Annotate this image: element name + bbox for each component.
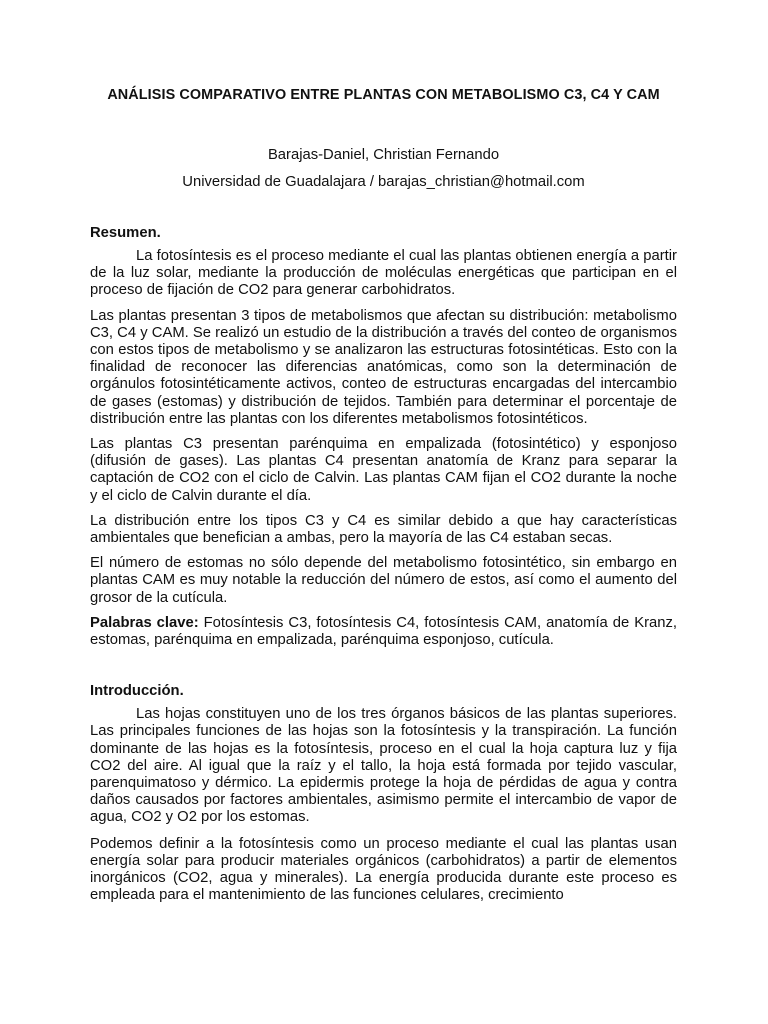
keywords-text: Fotosíntesis C3, fotosíntesis C4, fotosíntesis CAM, anatomía de Kranz, estomas, parénquima en empalizada, parénquima esponjoso, cutícula. (90, 614, 677, 649)
introduccion-section (90, 682, 677, 904)
resumen-paragraph: Las plantas C3 presentan parénquima en empalizada (fotosintético) y esponjoso (difusión de gases). Las plantas C4 presentan anatomía de Kranz para separar la captación de CO2 con el ciclo de Calvin. Las plantas CAM fijan el CO2 durante la noche y el ciclo de Calvin durante el día. (90, 436, 677, 504)
resumen-paragraph: La fotosíntesis es el proceso mediante el cual las plantas obtienen energía a partir de la luz solar, mediante la producción de moléculas energéticas que participan en el proceso de fijación de CO2 para generar carbohidratos. (90, 248, 677, 299)
resumen-paragraph: Las plantas presentan 3 tipos de metabolismos que afectan su distribución: metabolismo C3, C4 y CAM. Se realizó un estudio de la distribución a través del conteo de organismos con estos tipos de metabolismo y se analizaron las estructuras fotosintéticas. Esto con la finalidad de reconocer las diferencias anatómicas, como son la determinación de orgánulos fotosintéticamente activos, conteo de estructuras encargadas del intercambio de gases (estomas) y distribución de tejidos. También para determinar el porcentaje de distribución entre las plantas con los diferentes metabolismos fotosintéticos. (90, 307, 677, 427)
author-line: Barajas-Daniel, Christian Fernando (267, 147, 500, 163)
paper-title: ANÁLISIS COMPARATIVO ENTRE PLANTAS CON METABOLISMO C3, C4 Y CAM (107, 87, 660, 103)
resumen-paragraph: El número de estomas no sólo depende del metabolismo fotosintético, sin embargo en plantas CAM es muy notable la reducción del número de estos, así como el aumento del grosor de la cutícula. (90, 555, 677, 606)
introduccion-paragraph: Las hojas constituyen uno de los tres órganos básicos de las plantas superiores. Las principales funciones de las hojas son la fotosíntesis y la transpiración. La función dominante de las hojas es la fotosíntesis, proceso en el cual la hoja captura luz y fija CO2 del aire. Al igual que la raíz y el tallo, la hoja está formada por tejido vascular, parenquimatoso y dérmico. La epidermis protege la hoja de pérdidas de agua y contra daños causados por factores ambientales, asimismo permite el intercambio de vapor de agua, CO2 y O2 por los estomas. (90, 706, 677, 826)
affiliation-line: Universidad de Guadalajara / barajas_christian@hotmail.com (182, 174, 585, 190)
resumen-heading: Resumen. (90, 225, 161, 241)
resumen-section (90, 224, 677, 649)
introduccion-heading: Introducción. (90, 683, 184, 700)
paper-page (90, 86, 677, 905)
keywords-paragraph (90, 615, 677, 649)
keywords-label: Palabras clave: (90, 614, 199, 631)
resumen-paragraph: La distribución entre los tipos C3 y C4 es similar debido a que hay características ambientales que benefician a ambas, pero la mayoría de las C4 estaban secas. (90, 512, 677, 547)
introduccion-paragraph: Podemos definir a la fotosíntesis como un proceso mediante el cual las plantas usan energía solar para producir materiales orgánicos (carbohidratos) a partir de elementos inorgánicos (CO2, agua y minerales). La energía producida durante este proceso es empleada para el mantenimiento de las funciones celulares, crecimiento (90, 835, 677, 904)
